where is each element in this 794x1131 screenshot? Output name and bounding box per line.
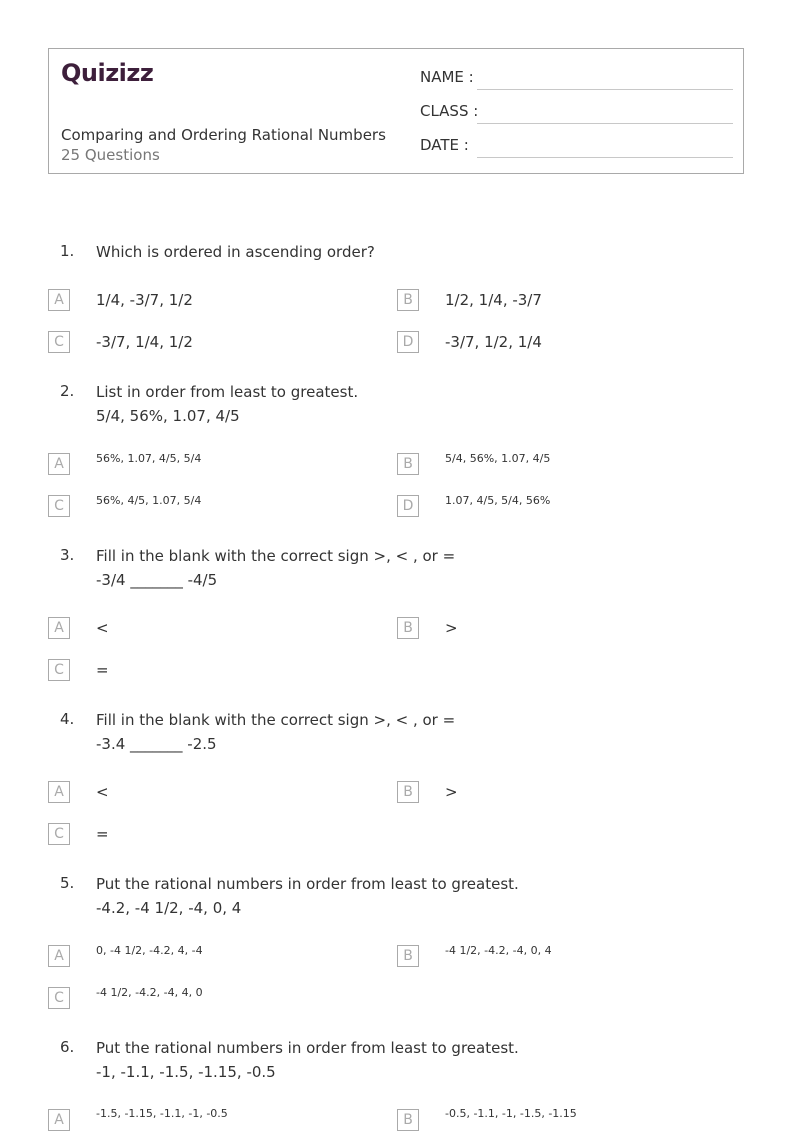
option-d-box[interactable]: D bbox=[397, 495, 419, 517]
option-b-box[interactable]: B bbox=[397, 945, 419, 967]
option-c-box[interactable]: C bbox=[48, 823, 70, 845]
option-c-box[interactable]: C bbox=[48, 659, 70, 681]
quizizz-logo: Quizizz bbox=[61, 59, 154, 87]
option-b-text: > bbox=[445, 783, 458, 801]
option-c-text: -4 1/2, -4.2, -4, 4, 0 bbox=[96, 986, 203, 999]
name-field[interactable] bbox=[477, 89, 733, 90]
date-field[interactable] bbox=[477, 157, 733, 158]
option-a-text: 0, -4 1/2, -4.2, 4, -4 bbox=[96, 944, 203, 957]
option-a-text: 56%, 1.07, 4/5, 5/4 bbox=[96, 452, 202, 465]
option-b-text: -0.5, -1.1, -1, -1.5, -1.15 bbox=[445, 1107, 577, 1120]
option-b-box[interactable]: B bbox=[397, 453, 419, 475]
option-b-text: 5/4, 56%, 1.07, 4/5 bbox=[445, 452, 551, 465]
option-b-box[interactable]: B bbox=[397, 781, 419, 803]
option-b-text: 1/2, 1/4, -3/7 bbox=[445, 291, 542, 309]
option-c-text: = bbox=[96, 825, 109, 843]
question-text: Put the rational numbers in order from least to greatest. -4.2, -4 1/2, -4, 0, 4 bbox=[96, 875, 519, 917]
option-c-text: 56%, 4/5, 1.07, 5/4 bbox=[96, 494, 202, 507]
option-a-box[interactable]: A bbox=[48, 945, 70, 967]
worksheet-header bbox=[48, 48, 744, 174]
name-label: NAME : bbox=[420, 68, 474, 86]
question-number: 6. bbox=[60, 1038, 75, 1056]
class-label: CLASS : bbox=[420, 102, 479, 120]
question-text: List in order from least to greatest. 5/4, 56%, 1.07, 4/5 bbox=[96, 383, 359, 425]
option-b-text: > bbox=[445, 619, 458, 637]
option-a-box[interactable]: A bbox=[48, 1109, 70, 1131]
option-b-box[interactable]: B bbox=[397, 289, 419, 311]
option-a-text: < bbox=[96, 619, 109, 637]
question-number: 3. bbox=[60, 546, 75, 564]
option-d-text: -3/7, 1/2, 1/4 bbox=[445, 333, 542, 351]
option-b-text: -4 1/2, -4.2, -4, 0, 4 bbox=[445, 944, 552, 957]
option-a-text: 1/4, -3/7, 1/2 bbox=[96, 291, 193, 309]
option-d-text: 1.07, 4/5, 5/4, 56% bbox=[445, 494, 551, 507]
question-text: Which is ordered in ascending order? bbox=[96, 243, 375, 261]
question-number: 4. bbox=[60, 710, 75, 728]
option-b-box[interactable]: B bbox=[397, 617, 419, 639]
question-text: Put the rational numbers in order from least to greatest. -1, -1.1, -1.5, -1.15, -0.5 bbox=[96, 1039, 519, 1081]
option-a-box[interactable]: A bbox=[48, 617, 70, 639]
question-text: Fill in the blank with the correct sign >, < , or = -3.4 _______ -2.5 bbox=[96, 711, 456, 753]
date-label: DATE : bbox=[420, 136, 469, 154]
worksheet-title: Comparing and Ordering Rational Numbers bbox=[61, 126, 386, 144]
question-number: 1. bbox=[60, 242, 75, 260]
option-a-box[interactable]: A bbox=[48, 453, 70, 475]
option-a-text: < bbox=[96, 783, 109, 801]
question-number: 5. bbox=[60, 874, 75, 892]
question-number: 2. bbox=[60, 382, 75, 400]
option-a-box[interactable]: A bbox=[48, 289, 70, 311]
option-d-box[interactable]: D bbox=[397, 331, 419, 353]
option-a-box[interactable]: A bbox=[48, 781, 70, 803]
question-text: Fill in the blank with the correct sign >, < , or = -3/4 _______ -4/5 bbox=[96, 547, 456, 589]
option-c-box[interactable]: C bbox=[48, 495, 70, 517]
option-b-box[interactable]: B bbox=[397, 1109, 419, 1131]
class-field[interactable] bbox=[477, 123, 733, 124]
option-c-text: -3/7, 1/4, 1/2 bbox=[96, 333, 193, 351]
option-c-text: = bbox=[96, 661, 109, 679]
question-count: 25 Questions bbox=[61, 146, 160, 164]
option-a-text: -1.5, -1.15, -1.1, -1, -0.5 bbox=[96, 1107, 228, 1120]
option-c-box[interactable]: C bbox=[48, 331, 70, 353]
option-c-box[interactable]: C bbox=[48, 987, 70, 1009]
